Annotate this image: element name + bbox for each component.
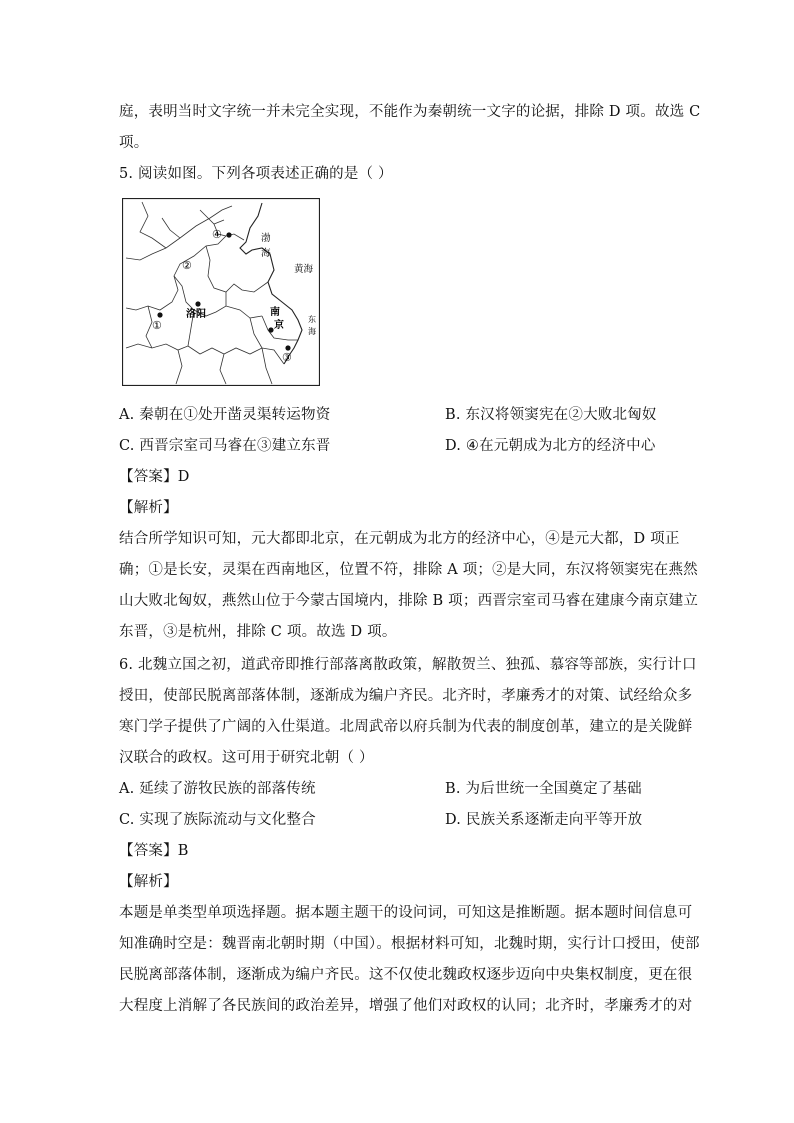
label-bohai-1: 渤 <box>261 233 271 244</box>
q5-option-a: A. 秦朝在①处开凿灵渠转运物资 <box>119 407 331 423</box>
q6-answer: 【答案】B <box>119 843 189 859</box>
q6-option-d: D. 民族关系逐渐走向平等开放 <box>445 812 643 828</box>
q6-analysis-line-1: 本题是单类型单项选择题。据本题主题干的设问词，可知这是推断题。据本题时间信息可 <box>119 905 693 921</box>
label-huanghai: 黄海 <box>294 264 314 275</box>
dot-nanjing <box>268 327 273 332</box>
q6-analysis-title: 【解析】 <box>119 874 178 890</box>
q6-analysis-line-3: 民脱离部落体制，逐渐成为编户齐民。这不仅使北魏政权逐步迈向中央集权制度，更在很 <box>119 967 693 983</box>
q6-stem-line-4: 汉联合的政权。这可用于研究北朝（ ） <box>119 750 374 766</box>
q5-answer: 【答案】D <box>119 469 190 485</box>
dot-3 <box>285 345 290 350</box>
q5-analysis-line-3: 山大败北匈奴，燕然山位于今蒙古国境内，排除 B 项；西晋宗室司马睿在建康今南京建立 <box>119 593 699 609</box>
label-1: ① <box>152 319 162 332</box>
q6-option-a: A. 延续了游牧民族的部落传统 <box>119 781 316 797</box>
label-2: ② <box>182 259 192 272</box>
dot-luoyang <box>195 301 200 306</box>
q5-map-figure <box>122 198 320 386</box>
intro-line-1: 庭，表明当时文字统一并未完全实现，不能作为秦朝统一文字的论据，排除 D 项。故选 C <box>119 104 701 120</box>
q5-analysis-line-4: 东晋，③是杭州，排除 C 项。故选 D 项。 <box>119 624 397 640</box>
q6-stem-line-2: 授田，使部民脱离部落体制，逐渐成为编户齐民。北齐时，孝廉秀才的对策、试经给众多 <box>119 688 693 704</box>
q6-option-c: C. 实现了族际流动与文化整合 <box>119 812 316 828</box>
label-3: ③ <box>282 351 292 364</box>
q6-stem-line-3: 寒门学子提供了广阔的入仕渠道。北周武帝以府兵制为代表的制度创革，建立的是关陇鲜 <box>119 719 693 735</box>
q5-stem: 5. 阅读如图。下列各项表述正确的是（ ） <box>119 166 393 182</box>
q5-analysis-title: 【解析】 <box>119 500 178 516</box>
q5-analysis-line-2: 确；①是长安，灵渠在西南地区，位置不符，排除 A 项；②是大同，东汉将领窦宪在燕然 <box>119 562 698 578</box>
dot-4 <box>226 232 231 237</box>
label-nanjing-2: 京 <box>274 320 284 331</box>
label-bohai-2: 海 <box>261 248 271 259</box>
q5-analysis-line-1: 结合所学知识可知，元大都即北京，在元朝成为北方的经济中心，④是元大都，D 项正 <box>119 531 680 547</box>
label-4: ④ <box>212 228 222 241</box>
q5-option-c: C. 西晋宗室司马睿在③建立东晋 <box>119 438 331 454</box>
label-donghai-2: 海 <box>308 327 316 336</box>
q6-analysis-line-4: 大程度上消解了各民族间的政治差异，增强了他们对政权的认同；北齐时，孝廉秀才的对 <box>119 998 693 1014</box>
q5-option-d: D. ④在元朝成为北方的经济中心 <box>445 438 656 454</box>
q5-option-b: B. 东汉将领窦宪在②大败北匈奴 <box>445 407 657 423</box>
label-nanjing-1: 南 <box>270 307 280 318</box>
intro-line-2: 项。 <box>119 135 149 151</box>
q6-option-b: B. 为后世统一全国奠定了基础 <box>445 781 642 797</box>
q6-stem-line-1: 6. 北魏立国之初，道武帝即推行部落离散政策，解散贺兰、独孤、慕容等部族，实行计口 <box>119 657 697 673</box>
label-donghai-1: 东 <box>308 315 316 324</box>
q6-analysis-line-2: 知准确时空是：魏晋南北朝时期（中国）。根据材料可知，北魏时期，实行计口授田，使部 <box>119 936 700 952</box>
dot-1 <box>157 312 162 317</box>
label-luoyang: 洛阳 <box>186 309 206 320</box>
